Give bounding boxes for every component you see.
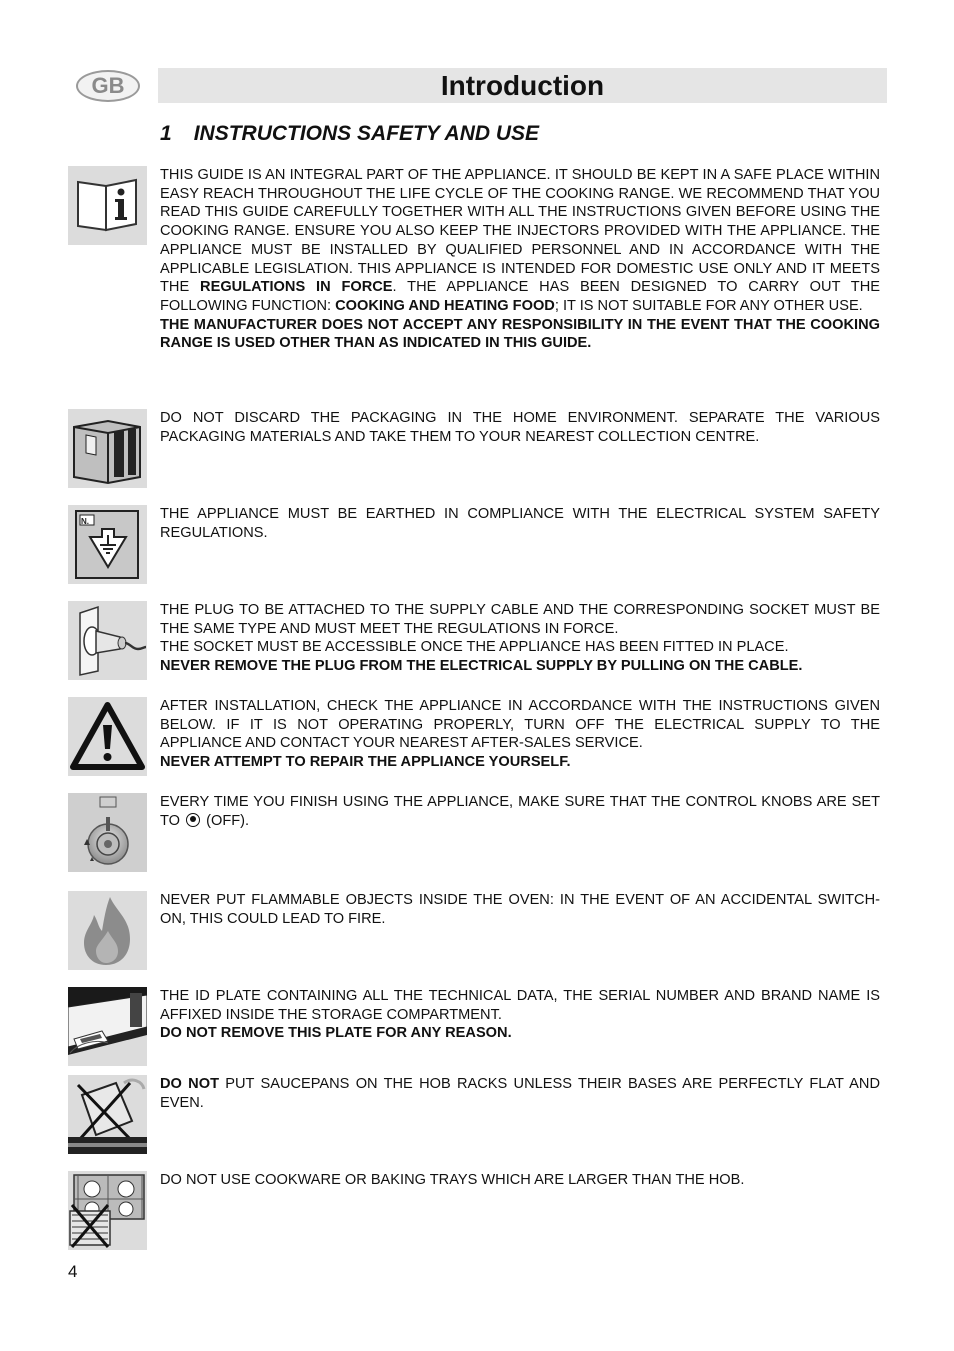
paragraph: THE PLUG TO BE ATTACHED TO THE SUPPLY CABLE AND THE CORRESPONDING SOCKET MUST BE THE SAME TYPE AND MUST MEET THE REGULATIONS IN FORCE.	[160, 602, 880, 637]
oversized-cookware-no-icon	[68, 1171, 147, 1250]
paragraph: NEVER PUT FLAMMABLE OBJECTS INSIDE THE OVEN: IN THE EVENT OF AN ACCIDENTAL SWITCH-ON, THIS COULD LEAD TO FIRE.	[160, 892, 880, 927]
earth-label: N.	[81, 517, 89, 526]
saucepan-no-icon	[68, 1075, 147, 1154]
manual-info-icon	[68, 166, 147, 245]
safety-item-text	[160, 1075, 880, 1112]
safety-item-text	[160, 697, 880, 772]
paragraph: DO NOT DISCARD THE PACKAGING IN THE HOME ENVIRONMENT. SEPARATE THE VARIOUS PACKAGING MATERIALS AND TAKE THEM TO YOUR NEAREST COLLECTION CENTRE.	[160, 410, 880, 445]
safety-item-text	[160, 793, 880, 830]
safety-item-text	[160, 409, 880, 446]
language-badge: GB	[76, 70, 140, 102]
safety-item-text	[160, 601, 880, 676]
safety-item-text	[160, 166, 880, 353]
paragraph: EVERY TIME YOU FINISH USING THE APPLIANCE, MAKE SURE THAT THE CONTROL KNOBS ARE SET TO (OFF).	[160, 794, 880, 829]
page-title: Introduction	[158, 68, 887, 103]
section-title: INSTRUCTIONS SAFETY AND USE	[193, 122, 540, 145]
packaging-box-icon	[68, 409, 147, 488]
safety-item-text	[160, 505, 880, 542]
earth-ground-icon	[68, 505, 147, 584]
paragraph: AFTER INSTALLATION, CHECK THE APPLIANCE IN ACCORDANCE WITH THE INSTRUCTIONS GIVEN BELOW. IF IT IS NOT OPERATING PROPERLY, TURN OFF THE ELECTRICAL SUPPLY TO THE APPLIANCE AND CONTACT YOUR NEAREST AFTER-SALES SERVICE.	[160, 698, 880, 752]
paragraph: THE APPLIANCE MUST BE EARTHED IN COMPLIANCE WITH THE ELECTRICAL SYSTEM SAFETY REGULATIONS.	[160, 506, 880, 541]
control-knob-icon	[68, 793, 147, 872]
paragraph: THE SOCKET MUST BE ACCESSIBLE ONCE THE APPLIANCE HAS BEEN FITTED IN PLACE.	[160, 639, 789, 656]
warning-paragraph: THE MANUFACTURER DOES NOT ACCEPT ANY RESPONSIBILITY IN THE EVENT THAT THE COOKING RANGE IS USED OTHER THAN AS INDICATED IN THIS GUIDE.	[160, 316, 880, 352]
plug-socket-icon	[68, 601, 147, 680]
paragraph: DO NOT PUT SAUCEPANS ON THE HOB RACKS UNLESS THEIR BASES ARE PERFECTLY FLAT AND EVEN.	[160, 1076, 880, 1111]
safety-item-text	[160, 987, 880, 1043]
warning-paragraph: NEVER ATTEMPT TO REPAIR THE APPLIANCE YOURSELF.	[160, 754, 571, 771]
warning-triangle-icon	[68, 697, 147, 776]
page-number: 4	[68, 1262, 78, 1281]
paragraph: THIS GUIDE IS AN INTEGRAL PART OF THE APPLIANCE. IT SHOULD BE KEPT IN A SAFE PLACE WITHIN EASY REACH THROUGHOUT THE LIFE CYCLE OF THE COOKING RANGE. WE RECOMMEND THAT YOU READ THIS GUIDE CAREFULLY TOGETHER WITH ALL THE INSTRUCTIONS GIVEN BEFORE USING THE COOKING RANGE. ENSURE YOU ALSO KEEP THE INJECTORS PROVIDED WITH THE APPLIANCE. THE APPLIANCE MUST BE INSTALLED BY QUALIFIED PERSONNEL AND IN ACCORDANCE WITH THE APPLICABLE LEGISLATION. THIS APPLIANCE IS INTENDED FOR DOMESTIC USE ONLY AND IT MEETS THE REGULATIONS IN FORCE. THE APPLIANCE HAS BEEN DESIGNED TO CARRY OUT THE FOLLOWING FUNCTION: COOKING AND HEATING FOOD; IT IS NOT SUITABLE FOR ANY OTHER USE.	[160, 167, 880, 314]
warning-paragraph: NEVER REMOVE THE PLUG FROM THE ELECTRICAL SUPPLY BY PULLING ON THE CABLE.	[160, 658, 803, 675]
paragraph: THE ID PLATE CONTAINING ALL THE TECHNICAL DATA, THE SERIAL NUMBER AND BRAND NAME IS AFFIXED INSIDE THE STORAGE COMPARTMENT.	[160, 988, 880, 1023]
section-number: 1	[160, 122, 172, 145]
id-plate-icon	[68, 987, 147, 1066]
warning-paragraph: DO NOT REMOVE THIS PLATE FOR ANY REASON.	[160, 1025, 512, 1042]
off-position-icon	[186, 813, 200, 827]
paragraph: DO NOT USE COOKWARE OR BAKING TRAYS WHICH ARE LARGER THAN THE HOB.	[160, 1172, 745, 1188]
safety-item-text	[160, 1171, 880, 1190]
flame-icon	[68, 891, 147, 970]
safety-item-text	[160, 891, 880, 928]
section-heading	[160, 122, 539, 146]
